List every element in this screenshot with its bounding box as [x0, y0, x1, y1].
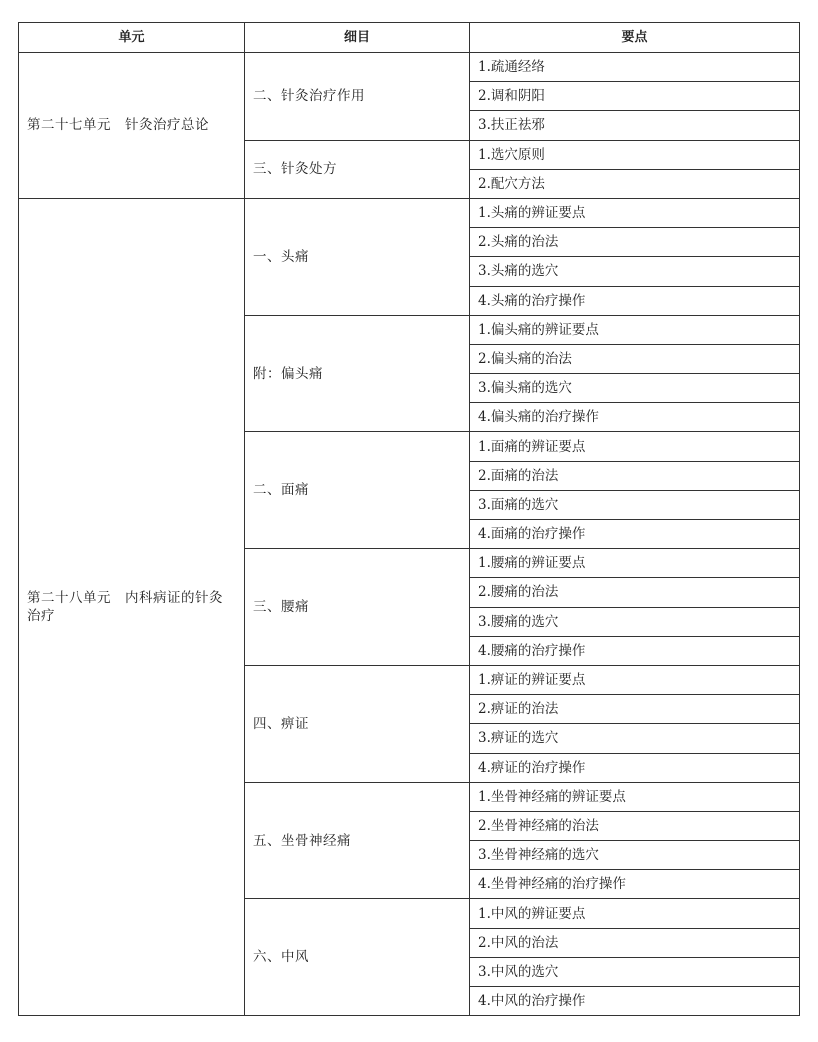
header-subject: 细目: [245, 23, 470, 53]
point-cell: 4.偏头痛的治疗操作: [470, 403, 800, 432]
subject-cell: 四、痹证: [245, 665, 470, 782]
point-cell: 4.中风的治疗操作: [470, 987, 800, 1016]
subject-cell: 五、坐骨神经痛: [245, 782, 470, 899]
point-cell: 1.痹证的辨证要点: [470, 665, 800, 694]
point-cell: 2.痹证的治法: [470, 695, 800, 724]
header-unit: 单元: [19, 23, 245, 53]
point-cell: 3.头痛的选穴: [470, 257, 800, 286]
unit-cell: 第二十七单元 针灸治疗总论: [19, 53, 245, 199]
point-cell: 3.痹证的选穴: [470, 724, 800, 753]
subject-cell: 二、面痛: [245, 432, 470, 549]
point-cell: 2.坐骨神经痛的治法: [470, 811, 800, 840]
point-cell: 1.选穴原则: [470, 140, 800, 169]
point-cell: 4.头痛的治疗操作: [470, 286, 800, 315]
point-cell: 1.腰痛的辨证要点: [470, 549, 800, 578]
point-cell: 3.扶正祛邪: [470, 111, 800, 140]
point-cell: 3.坐骨神经痛的选穴: [470, 841, 800, 870]
point-cell: 1.疏通经络: [470, 53, 800, 82]
point-cell: 4.腰痛的治疗操作: [470, 636, 800, 665]
point-cell: 2.调和阴阳: [470, 82, 800, 111]
header-points: 要点: [470, 23, 800, 53]
subject-cell: 三、针灸处方: [245, 140, 470, 198]
point-cell: 1.中风的辨证要点: [470, 899, 800, 928]
subject-cell: 一、头痛: [245, 198, 470, 315]
table-body: [19, 53, 800, 1016]
point-cell: 4.坐骨神经痛的治疗操作: [470, 870, 800, 899]
table-row: [19, 53, 800, 82]
point-cell: 1.偏头痛的辨证要点: [470, 315, 800, 344]
point-cell: 2.中风的治法: [470, 928, 800, 957]
point-cell: 1.坐骨神经痛的辨证要点: [470, 782, 800, 811]
point-cell: 1.面痛的辨证要点: [470, 432, 800, 461]
point-cell: 2.偏头痛的治法: [470, 344, 800, 373]
point-cell: 4.痹证的治疗操作: [470, 753, 800, 782]
subject-cell: 二、针灸治疗作用: [245, 53, 470, 141]
point-cell: 2.头痛的治法: [470, 228, 800, 257]
subject-cell: 六、中风: [245, 899, 470, 1016]
subject-cell: 附：偏头痛: [245, 315, 470, 432]
point-cell: 2.腰痛的治法: [470, 578, 800, 607]
point-cell: 1.头痛的辨证要点: [470, 198, 800, 227]
point-cell: 4.面痛的治疗操作: [470, 520, 800, 549]
unit-cell: 第二十八单元 内科病证的针灸治疗: [19, 198, 245, 1015]
point-cell: 2.配穴方法: [470, 169, 800, 198]
point-cell: 3.中风的选穴: [470, 957, 800, 986]
syllabus-table: [18, 22, 800, 1016]
table-row: [19, 198, 800, 227]
point-cell: 3.面痛的选穴: [470, 490, 800, 519]
point-cell: 3.腰痛的选穴: [470, 607, 800, 636]
subject-cell: 三、腰痛: [245, 549, 470, 666]
header-row: [19, 23, 800, 53]
point-cell: 3.偏头痛的选穴: [470, 374, 800, 403]
point-cell: 2.面痛的治法: [470, 461, 800, 490]
